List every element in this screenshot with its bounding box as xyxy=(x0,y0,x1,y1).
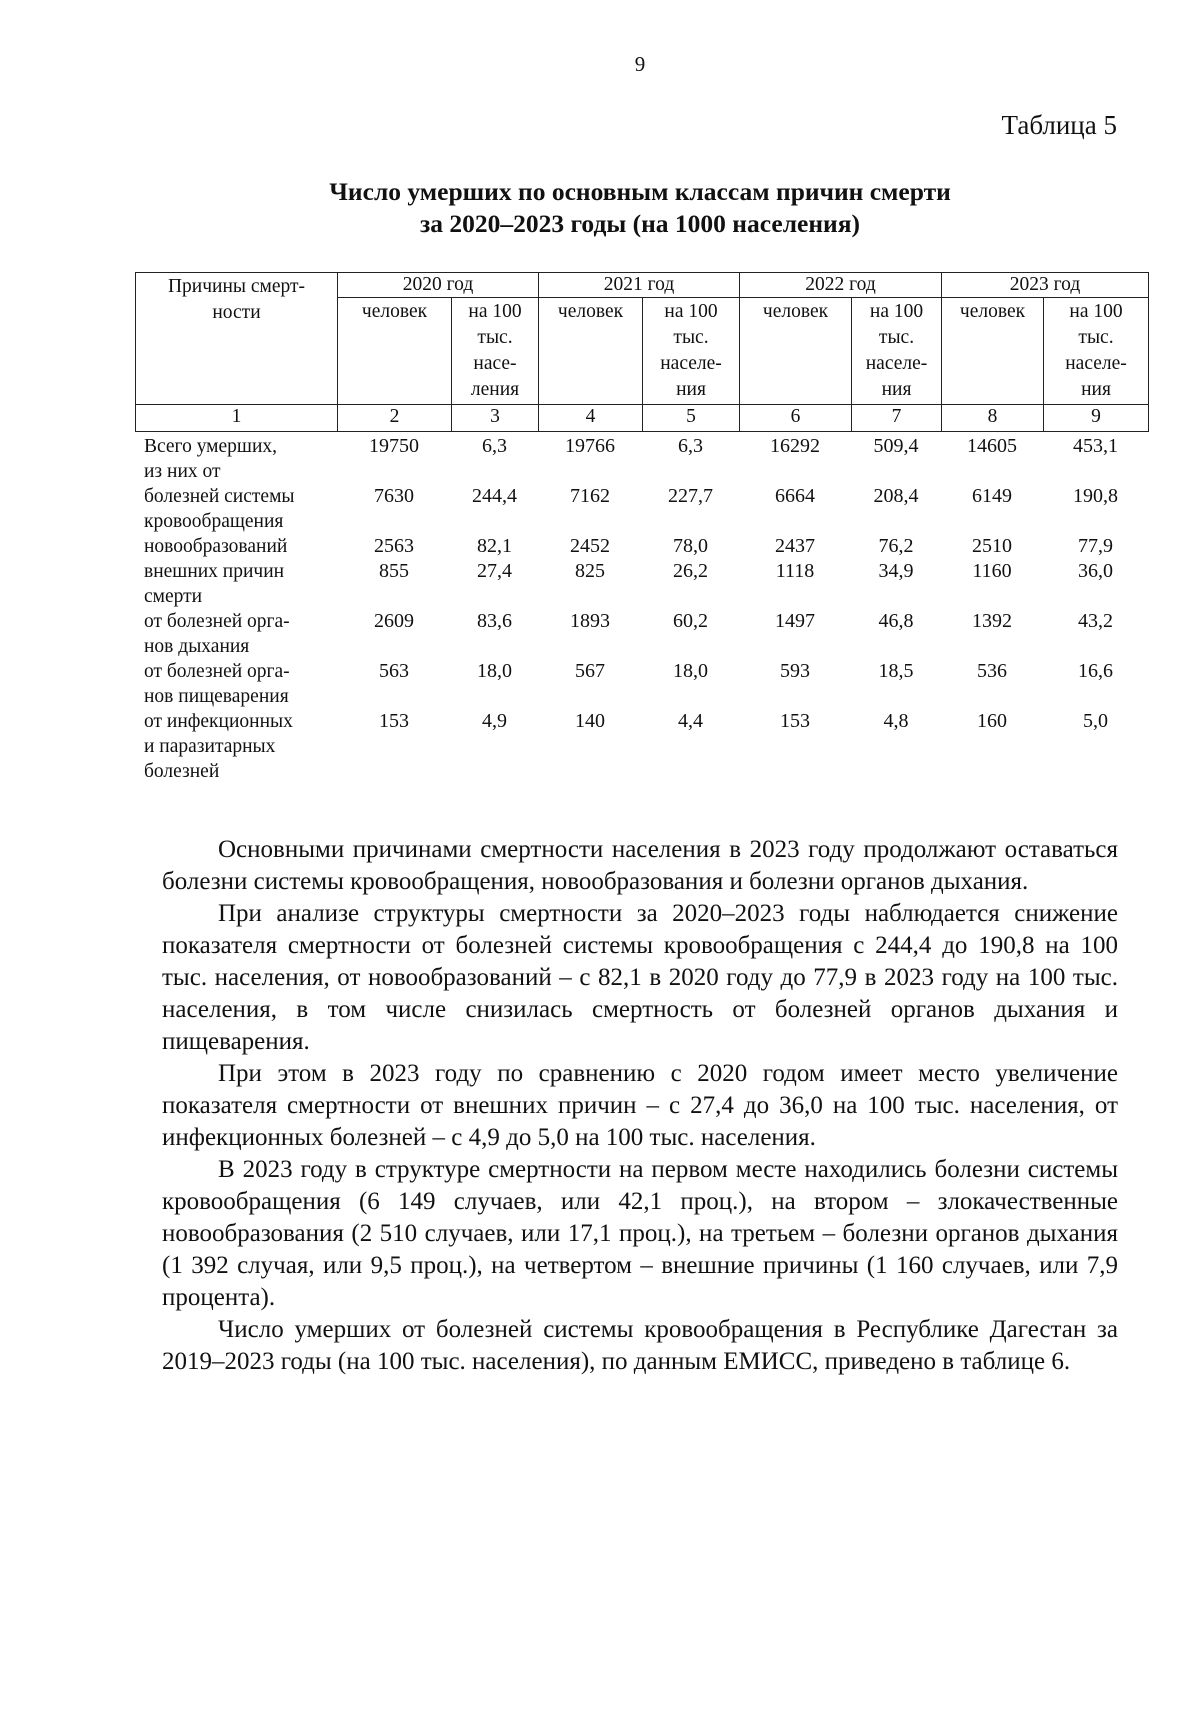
row-label xyxy=(135,609,337,659)
cell-value: 18,0 xyxy=(477,660,512,682)
header-causes-line: Причины смерт- xyxy=(167,276,306,297)
cell-value: 855 xyxy=(379,560,409,582)
table-row xyxy=(135,434,1148,484)
cell-value: 208,4 xyxy=(873,485,919,507)
cell-value: 4,8 xyxy=(883,710,909,732)
cell-value: 18,0 xyxy=(673,660,708,682)
cell-value: 825 xyxy=(575,560,605,582)
cell-value: 6,3 xyxy=(678,435,703,457)
column-number: 4 xyxy=(539,405,643,432)
header-per100k-line: ния xyxy=(1081,379,1111,400)
row-label-line: болезней системы xyxy=(144,486,295,507)
column-number: 5 xyxy=(643,405,740,432)
cell-value: 7630 xyxy=(374,485,414,507)
table-title xyxy=(250,176,1030,240)
cell-value: 19766 xyxy=(565,435,615,457)
cell-value: 78,0 xyxy=(673,535,708,557)
header-per100k-line: ления xyxy=(470,379,520,400)
column-number: 6 xyxy=(740,405,852,432)
header-per100k-line: ния xyxy=(881,379,912,400)
table-row xyxy=(135,709,1148,784)
header-per100k-line: тыс. xyxy=(1078,327,1114,348)
header-per100k xyxy=(643,298,740,405)
row-label-line: новообразований xyxy=(144,536,288,557)
cell-value: 563 xyxy=(379,660,409,682)
cell-value: 244,4 xyxy=(472,485,517,507)
cell-value: 160 xyxy=(977,710,1007,732)
column-number: 9 xyxy=(1044,405,1149,432)
cell-value: 227,7 xyxy=(668,485,713,507)
table-row xyxy=(135,484,1148,534)
cell-value: 4,4 xyxy=(678,710,703,732)
row-label-line: нов дыхания xyxy=(144,636,250,657)
header-persons: человек xyxy=(740,298,852,405)
header-per100k xyxy=(1044,298,1149,405)
header-persons: человек xyxy=(338,298,452,405)
row-label-line: от болезней орга- xyxy=(144,611,290,632)
row-label-line: нов пищеварения xyxy=(144,686,289,707)
paragraph: При этом в 2023 году по сравнению с 2020 годом имеет место увеличение показателя смертности от внешних причин – с 27,4 до 36,0 на 100 тыс. населения, от инфекционных болезней – с 4,9 до 5,0 на 100 тыс. населения. xyxy=(162,1060,1118,1151)
cell-value: 16,6 xyxy=(1078,660,1113,682)
header-per100k xyxy=(852,298,942,405)
row-label-line: болезней xyxy=(144,761,220,782)
page-number: 9 xyxy=(634,52,646,76)
table-body xyxy=(135,434,1148,784)
table-header xyxy=(135,272,1149,432)
paragraph: Основными причинами смертности населения в 2023 году продолжают оставаться болезни системы кровообращения, новообразования и болезни органов дыхания. xyxy=(162,836,1118,895)
header-per100k-line: населе- xyxy=(1065,353,1127,374)
paragraph: Число умерших от болезней системы кровообращения в Республике Дагестан за 2019–2023 годы (на 100 тыс. населения), по данным ЕМИСС, приведено в таблице 6. xyxy=(162,1316,1118,1375)
header-persons: человек xyxy=(539,298,643,405)
cell-value: 18,5 xyxy=(878,660,914,682)
header-per100k-line: на 100 xyxy=(468,301,522,322)
cell-value: 536 xyxy=(977,660,1007,682)
header-per100k-line: на 100 xyxy=(664,301,718,322)
cell-value: 1160 xyxy=(972,560,1012,582)
row-label xyxy=(135,659,337,709)
row-label xyxy=(135,709,337,784)
cell-value: 60,2 xyxy=(673,610,708,632)
row-label-line: из них от xyxy=(144,461,221,482)
column-number: 1 xyxy=(136,405,338,432)
header-year: 2020 год xyxy=(338,273,539,298)
table-row xyxy=(135,609,1148,659)
cell-value: 140 xyxy=(575,710,605,732)
cell-value: 26,2 xyxy=(673,560,708,582)
header-per100k-line: тыс. xyxy=(878,327,915,348)
row-label-line: от инфекционных xyxy=(144,711,293,732)
row-label-line: смерти xyxy=(144,586,203,607)
header-year: 2023 год xyxy=(942,273,1149,298)
row-label-line: кровообращения xyxy=(144,511,284,532)
table-row xyxy=(135,559,1148,609)
header-per100k-line: тыс. xyxy=(477,327,513,348)
cell-value: 593 xyxy=(780,660,810,682)
header-per100k-line: населе- xyxy=(660,353,722,374)
cell-value: 2437 xyxy=(775,535,815,557)
header-causes-line: ности xyxy=(212,302,261,323)
paragraph: В 2023 году в структуре смертности на первом месте находились болезни системы кровообращения (6 149 случаев, или 42,1 проц.), на втором – злокачественные новообразования (2 510 случаев, или 17,1 проц.), на третьем – болезни органов дыхания (1 392 случая, или 9,5 проц.), на четвертом – внешние причины (1 160 случаев, или 7,9 процента). xyxy=(162,1156,1118,1311)
cell-value: 14605 xyxy=(967,435,1017,457)
cell-value: 5,0 xyxy=(1083,710,1108,732)
row-label-line: и паразитарных xyxy=(144,736,276,757)
cell-value: 509,4 xyxy=(873,435,919,457)
cell-value: 6664 xyxy=(775,485,815,507)
header-per100k-line: на 100 xyxy=(1069,301,1123,322)
header-per100k-line: на 100 xyxy=(869,301,924,322)
cell-value: 4,9 xyxy=(482,710,507,732)
cell-value: 153 xyxy=(780,710,810,732)
column-number: 7 xyxy=(852,405,942,432)
cell-value: 2452 xyxy=(570,535,610,557)
cell-value: 2609 xyxy=(374,610,414,632)
cell-value: 82,1 xyxy=(477,535,512,557)
header-year: 2022 год xyxy=(740,273,942,298)
cell-value: 7162 xyxy=(570,485,610,507)
cell-value: 36,0 xyxy=(1078,560,1113,582)
body-text xyxy=(162,834,1118,1378)
table-title-line: за 2020–2023 годы (на 1000 населения) xyxy=(419,209,860,238)
header-per100k-line: населе- xyxy=(865,353,928,374)
header-year: 2021 год xyxy=(539,273,740,298)
cell-value: 77,9 xyxy=(1078,535,1113,557)
cell-value: 1392 xyxy=(972,610,1012,632)
row-label xyxy=(135,484,337,534)
cell-value: 19750 xyxy=(369,435,419,457)
column-number: 3 xyxy=(452,405,539,432)
cell-value: 2563 xyxy=(374,535,414,557)
cell-value: 27,4 xyxy=(477,560,512,582)
cell-value: 76,2 xyxy=(878,535,914,557)
column-number: 8 xyxy=(942,405,1044,432)
column-number: 2 xyxy=(338,405,452,432)
cell-value: 2510 xyxy=(972,535,1012,557)
row-label-line: Всего умерших, xyxy=(144,436,278,457)
cell-value: 46,8 xyxy=(878,610,914,632)
cell-value: 6,3 xyxy=(482,435,507,457)
header-persons: человек xyxy=(942,298,1044,405)
cell-value: 190,8 xyxy=(1073,485,1118,507)
table-title-line: Число умерших по основным классам причин смерти xyxy=(329,177,951,206)
header-per100k xyxy=(452,298,539,405)
cell-value: 153 xyxy=(379,710,409,732)
header-per100k-line: тыс. xyxy=(673,327,709,348)
header-causes xyxy=(136,273,338,405)
cell-value: 1497 xyxy=(775,610,815,632)
cell-value: 16292 xyxy=(770,435,820,457)
row-label-line: внешних причин xyxy=(144,561,285,582)
cell-value: 43,2 xyxy=(1078,610,1113,632)
cell-value: 1118 xyxy=(775,560,815,582)
cell-value: 453,1 xyxy=(1073,435,1118,457)
cell-value: 567 xyxy=(575,660,605,682)
row-label-line: от болезней орга- xyxy=(144,661,290,682)
row-label xyxy=(135,559,337,609)
header-per100k-line: ния xyxy=(676,379,706,400)
table-row xyxy=(135,659,1148,709)
table-label: Таблица 5 xyxy=(1001,110,1117,140)
cell-value: 34,9 xyxy=(878,560,914,582)
row-label xyxy=(135,534,337,559)
cell-value: 6149 xyxy=(972,485,1012,507)
cell-value: 1893 xyxy=(570,610,610,632)
header-per100k-line: насе- xyxy=(473,353,517,374)
paragraph: При анализе структуры смертности за 2020–2023 годы наблюдается снижение показателя смертности от болезней системы кровообращения с 244,4 до 190,8 на 100 тыс. населения, от новообразований – с 82,1 в 2020 году до 77,9 в 2023 году на 100 тыс. населения, в том числе снизилась смертность от болезней органов дыхания и пищеварения. xyxy=(162,900,1118,1055)
table-row xyxy=(135,534,1148,559)
row-label xyxy=(135,434,337,484)
cell-value: 83,6 xyxy=(477,610,512,632)
